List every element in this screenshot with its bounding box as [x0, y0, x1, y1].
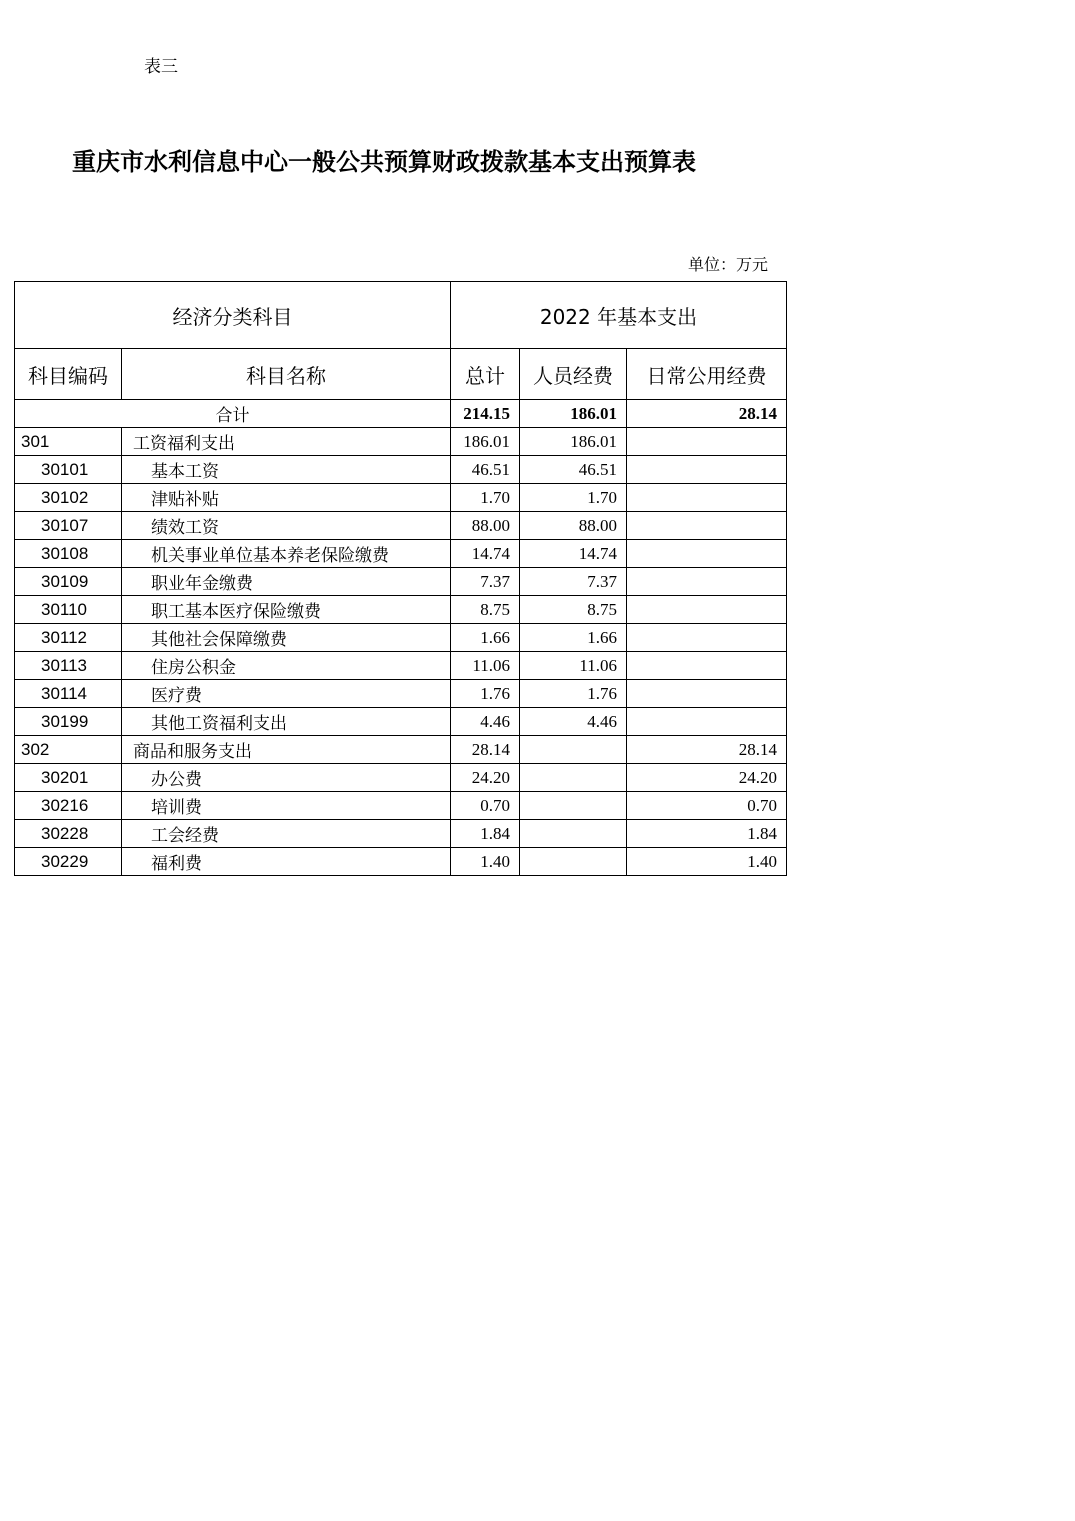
- row-public: [627, 568, 787, 596]
- row-public: [627, 540, 787, 568]
- total-personnel: 186.01: [520, 400, 627, 428]
- header-personnel: 人员经费: [520, 349, 627, 400]
- row-name: 职业年金缴费: [122, 568, 451, 596]
- row-personnel: 186.01: [520, 428, 627, 456]
- row-personnel: 1.70: [520, 484, 627, 512]
- row-total: 4.46: [451, 708, 520, 736]
- row-public: [627, 652, 787, 680]
- row-code: 30229: [15, 848, 122, 876]
- row-total: 1.66: [451, 624, 520, 652]
- row-total: 7.37: [451, 568, 520, 596]
- row-code: 30228: [15, 820, 122, 848]
- row-name: 职工基本医疗保险缴费: [122, 596, 451, 624]
- row-personnel: 88.00: [520, 512, 627, 540]
- budget-table: [14, 281, 787, 876]
- header-econ-category: 经济分类科目: [15, 282, 451, 349]
- table-row: [15, 652, 787, 680]
- row-public: [627, 512, 787, 540]
- header-name: 科目名称: [122, 349, 451, 400]
- row-total: 1.76: [451, 680, 520, 708]
- row-name: 津贴补贴: [122, 484, 451, 512]
- row-code: 30101: [15, 456, 122, 484]
- row-total: 24.20: [451, 764, 520, 792]
- row-name: 机关事业单位基本养老保险缴费: [122, 540, 451, 568]
- row-personnel: 1.66: [520, 624, 627, 652]
- row-personnel: 7.37: [520, 568, 627, 596]
- row-code: 30109: [15, 568, 122, 596]
- row-public: [627, 680, 787, 708]
- unit-label: 单位：万元: [688, 255, 769, 274]
- row-public: 0.70: [627, 792, 787, 820]
- row-public: 1.84: [627, 820, 787, 848]
- table-row: [15, 484, 787, 512]
- row-public: [627, 624, 787, 652]
- row-code: 30108: [15, 540, 122, 568]
- row-total: 1.40: [451, 848, 520, 876]
- total-label: 合计: [15, 400, 451, 428]
- row-code: 30102: [15, 484, 122, 512]
- row-public: 24.20: [627, 764, 787, 792]
- row-name: 其他社会保障缴费: [122, 624, 451, 652]
- row-name: 办公费: [122, 764, 451, 792]
- row-code: 301: [15, 428, 122, 456]
- table-row: [15, 680, 787, 708]
- row-total: 14.74: [451, 540, 520, 568]
- row-personnel: 4.46: [520, 708, 627, 736]
- row-personnel: [520, 736, 627, 764]
- row-code: 30114: [15, 680, 122, 708]
- row-code: 30110: [15, 596, 122, 624]
- row-personnel: [520, 848, 627, 876]
- row-code: 30112: [15, 624, 122, 652]
- row-name: 基本工资: [122, 456, 451, 484]
- row-personnel: 11.06: [520, 652, 627, 680]
- row-personnel: 8.75: [520, 596, 627, 624]
- row-personnel: [520, 764, 627, 792]
- table-row: [15, 708, 787, 736]
- row-personnel: [520, 792, 627, 820]
- table-row: [15, 512, 787, 540]
- row-name: 培训费: [122, 792, 451, 820]
- row-public: [627, 428, 787, 456]
- table-row: [15, 792, 787, 820]
- row-name: 商品和服务支出: [122, 736, 451, 764]
- row-total: 0.70: [451, 792, 520, 820]
- row-total: 8.75: [451, 596, 520, 624]
- row-name: 其他工资福利支出: [122, 708, 451, 736]
- row-public: [627, 708, 787, 736]
- table-row: [15, 456, 787, 484]
- table-row: [15, 624, 787, 652]
- row-name: 住房公积金: [122, 652, 451, 680]
- row-total: 11.06: [451, 652, 520, 680]
- row-public: [627, 596, 787, 624]
- total-total: 214.15: [451, 400, 520, 428]
- row-total: 46.51: [451, 456, 520, 484]
- row-code: 302: [15, 736, 122, 764]
- row-total: 88.00: [451, 512, 520, 540]
- header-public: 日常公用经费: [627, 349, 787, 400]
- row-name: 工资福利支出: [122, 428, 451, 456]
- row-public: 1.40: [627, 848, 787, 876]
- page-title: 重庆市水利信息中心一般公共预算财政拨款基本支出预算表: [72, 147, 696, 176]
- table-row: [15, 764, 787, 792]
- row-personnel: 14.74: [520, 540, 627, 568]
- row-code: 30113: [15, 652, 122, 680]
- row-name: 绩效工资: [122, 512, 451, 540]
- row-name: 福利费: [122, 848, 451, 876]
- row-code: 30201: [15, 764, 122, 792]
- table-row: [15, 428, 787, 456]
- row-public: [627, 484, 787, 512]
- row-code: 30216: [15, 792, 122, 820]
- row-personnel: 1.76: [520, 680, 627, 708]
- table-row: [15, 848, 787, 876]
- table-number-label: 表三: [144, 57, 178, 77]
- table-row: [15, 820, 787, 848]
- row-total: 28.14: [451, 736, 520, 764]
- header-total: 总计: [451, 349, 520, 400]
- table-row: [15, 540, 787, 568]
- table-row: [15, 568, 787, 596]
- row-personnel: [520, 820, 627, 848]
- header-code: 科目编码: [15, 349, 122, 400]
- total-row: [15, 400, 787, 428]
- row-personnel: 46.51: [520, 456, 627, 484]
- table-row: [15, 596, 787, 624]
- row-public: 28.14: [627, 736, 787, 764]
- row-total: 1.84: [451, 820, 520, 848]
- row-name: 工会经费: [122, 820, 451, 848]
- row-public: [627, 456, 787, 484]
- row-name: 医疗费: [122, 680, 451, 708]
- total-public: 28.14: [627, 400, 787, 428]
- row-code: 30107: [15, 512, 122, 540]
- row-total: 1.70: [451, 484, 520, 512]
- row-code: 30199: [15, 708, 122, 736]
- header-basic-expenditure: 2022 年基本支出: [451, 282, 787, 349]
- table-row: [15, 736, 787, 764]
- row-total: 186.01: [451, 428, 520, 456]
